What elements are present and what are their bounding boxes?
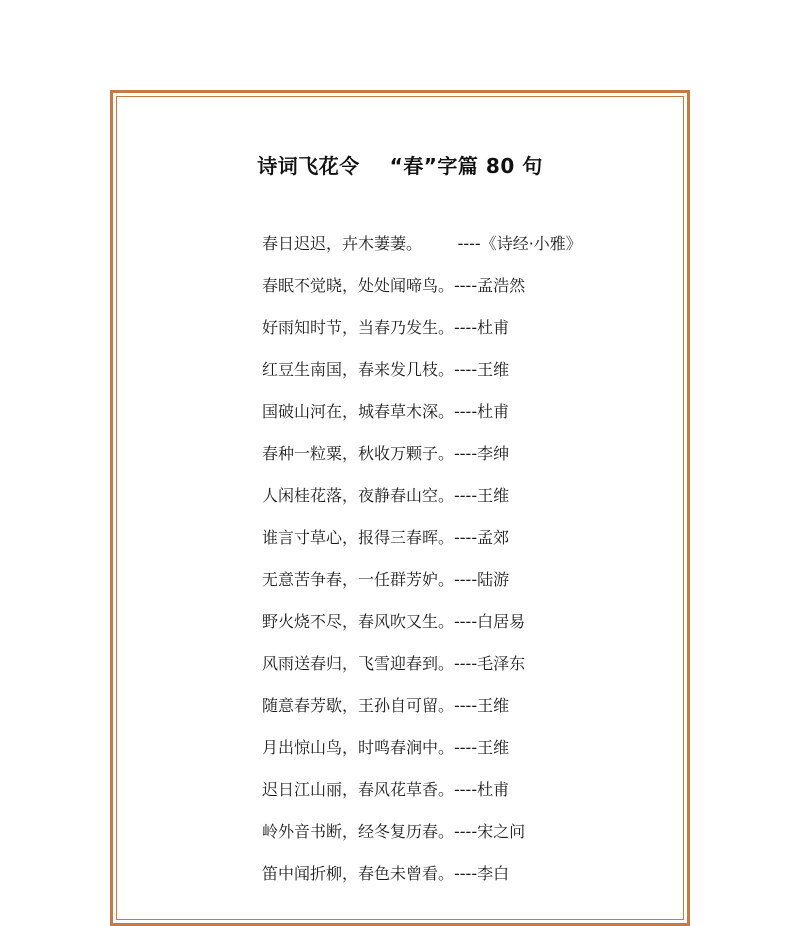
poem-line: 随意春芳歇，王孙自可留。----王维 <box>262 696 510 715</box>
poem-line: 人闲桂花落，夜静春山空。----王维 <box>262 486 510 505</box>
document-border <box>110 90 690 926</box>
poem-line: 无意苦争春，一任群芳妒。----陆游 <box>262 570 510 589</box>
poem-line: 春种一粒粟，秋收万颗子。----李绅 <box>262 444 510 463</box>
poem-line: 红豆生南国，春来发几枝。----王维 <box>262 360 510 379</box>
poem-line: 岭外音书断，经冬复历春。----宋之问 <box>262 822 526 841</box>
poem-line-list <box>262 233 582 905</box>
poem-line: 风雨送春归，飞雪迎春到。----毛泽东 <box>262 654 526 673</box>
poem-line: 国破山河在，城春草木深。----杜甫 <box>262 402 510 421</box>
document-title: 诗词飞花令 “春”字篇 80 句 <box>257 154 543 178</box>
poem-line: 笛中闻折柳，春色未曾看。----李白 <box>262 864 510 883</box>
poem-line: 野火烧不尽，春风吹又生。----白居易 <box>262 612 526 631</box>
poem-line: 月出惊山鸟，时鸣春涧中。----王维 <box>262 738 510 757</box>
poem-line: 谁言寸草心，报得三春晖。----孟郊 <box>262 528 510 547</box>
poem-line: 春日迟迟，卉木萋萋。 ----《诗经·小雅》 <box>262 234 582 253</box>
poem-line: 好雨知时节，当春乃发生。----杜甫 <box>262 318 510 337</box>
poem-line: 春眠不觉晓，处处闻啼鸟。----孟浩然 <box>262 276 526 295</box>
poem-line: 迟日江山丽，春风花草香。----杜甫 <box>262 780 510 799</box>
